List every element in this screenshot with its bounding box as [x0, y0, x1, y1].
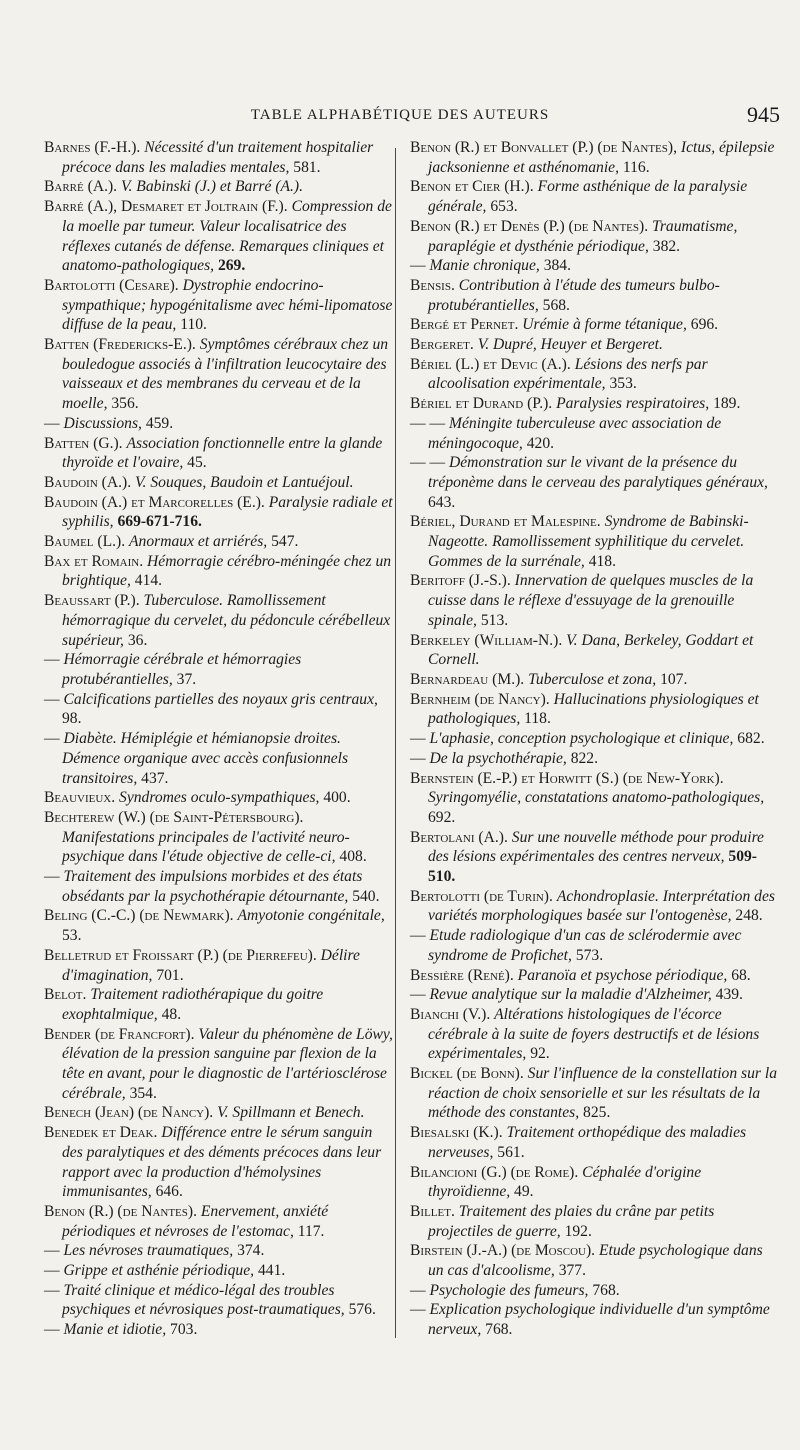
entry-author: Belot. [44, 986, 87, 1004]
page-number: 945 [747, 102, 780, 127]
entry-author: Bériel (L.) et Devic (A.). [410, 355, 571, 373]
entry-title: Céphalée d'origine thyroïdienne, [428, 1163, 702, 1201]
entry-title: Diabète. Hémiplégie et hémianopsie droites. Démence organique avec accès confusionnels transitoires, [62, 730, 349, 787]
index-entry [44, 276, 394, 335]
entry-author: Benon et Cier (H.). [410, 178, 534, 196]
entry-title: Lésions des nerfs par alcoolisation expérimentale, [428, 355, 708, 393]
entry-author: — — [410, 414, 446, 432]
entry-author: Biesalski (K.). [410, 1124, 503, 1142]
index-entry [44, 1025, 394, 1104]
entry-author: Bergé et Pernet. [410, 316, 519, 334]
index-entry [44, 532, 394, 552]
entry-title: Méningite tuberculeuse avec association de méningocoque, [428, 414, 722, 452]
entry-author: Bechterew (W.) (de Saint-Pétersbourg). [44, 808, 304, 826]
entry-title: Etude psychologique dans un cas d'alcoolisme, [428, 1242, 763, 1280]
entry-author: Batten (Fredericks-E.). [44, 336, 196, 354]
entry-author: — [44, 1262, 60, 1280]
entry-page-ref: 36. [127, 631, 148, 649]
entry-author: Berkeley (William-N.). [410, 631, 563, 649]
index-entry [44, 552, 394, 591]
index-entry [410, 749, 782, 769]
entry-page-ref: 110. [180, 316, 207, 334]
index-entry [410, 138, 782, 177]
index-entry [44, 434, 394, 473]
index-entry [44, 906, 394, 945]
entry-page-ref: 356. [111, 395, 139, 413]
entry-title: Hallucinations physiologiques et pathologiques, [428, 690, 759, 728]
entry-author: — [410, 730, 426, 748]
index-entry [410, 887, 782, 926]
index-entry [410, 769, 782, 828]
entry-page-ref: 384. [543, 257, 571, 275]
entry-author: Bertolani (A.). [410, 828, 508, 846]
entry-title: Sur une nouvelle méthode pour produire des lésions expérimentales des centres nerveux, [428, 828, 764, 866]
entry-title: Traitement des impulsions morbides et des états obsédants par la psychothérapie détournante, [62, 868, 363, 905]
entry-title: Délire d'imagination, [62, 946, 360, 984]
entry-title: Tuberculose. Ramollissement hémorragique du cervelet, du pédoncule cérébelleux supérieur, [62, 592, 391, 649]
column-divider [395, 148, 396, 1338]
entry-page-ref: 92. [530, 1045, 550, 1063]
entry-page-ref: 547. [271, 533, 299, 551]
entry-title: Compression de la moelle par tumeur. Valeur localisatrice des réflexes cutanés de défense. Remarques cliniques et anatomo-pathologiques, [62, 198, 392, 275]
index-entry [410, 355, 782, 394]
index-entry [410, 1005, 782, 1064]
index-entry [44, 867, 394, 906]
index-entry [410, 670, 782, 690]
entry-title: Etude radiologique d'un cas de sclérodermie avec syndrome de Profichet, [428, 927, 742, 964]
entry-title: Amyotonie congénitale, [237, 907, 385, 925]
index-entry [410, 1281, 782, 1301]
entry-title: Différence entre le sérum sanguin des paralytiques et des déments précoces dans leur rapport avec la production d'hémolysines immunisantes, [62, 1124, 382, 1201]
index-entry [410, 985, 782, 1005]
entry-author: Barnes (F.-H.). [44, 139, 141, 156]
entry-title: Symptômes cérébraux chez un bouledogue associés à l'infiltration leucocytaire des vaisseaux et des membranes du cerveau et de la moelle, [62, 336, 389, 413]
entry-author: — [44, 1321, 60, 1339]
entry-title: Anormaux et arriérés, [129, 533, 268, 551]
entry-page-ref: 354. [129, 1084, 157, 1102]
entry-author: Benech (Jean) (de Nancy). [44, 1104, 214, 1122]
entry-page-ref: 696. [690, 316, 719, 334]
index-entry [44, 729, 394, 788]
entry-title: Manifestations principales de l'activité neuro-psychique dans l'étude objective de celle-ci, [62, 828, 350, 866]
entry-author: Batten (G.). [44, 434, 123, 452]
entry-page-ref: 377. [558, 1262, 586, 1280]
entry-page-ref: 248. [735, 907, 763, 925]
entry-author: — [44, 868, 60, 886]
entry-title: V. Babinski (J.) et Barré (A.). [121, 178, 304, 196]
entry-author: — [44, 1281, 60, 1299]
entry-author: Baudoin (A.). [44, 473, 132, 491]
entry-title: Urémie à forme tétanique, [522, 316, 687, 334]
index-entry [44, 414, 394, 434]
index-entry [410, 276, 782, 315]
entry-page-ref: 768. [592, 1281, 620, 1299]
entry-title: Syndromes oculo-sympathiques, [119, 789, 320, 807]
index-entry [410, 453, 782, 512]
index-entry [44, 177, 394, 197]
entry-title: Enervement, anxiété périodiques et névroses de l'estomac, [62, 1202, 329, 1240]
index-entry [410, 1123, 782, 1162]
index-entry [44, 985, 394, 1024]
entry-page-ref: 118. [524, 710, 551, 728]
entry-page-ref: 441. [257, 1262, 286, 1280]
entry-title: Traité clinique et médico-légal des troubles psychiques et névrosiques post-traumatiques, [62, 1281, 345, 1319]
entry-page-ref: 117. [297, 1222, 325, 1240]
entry-author: Benon (R.) et Denès (P.) (de Nantes). [410, 217, 649, 235]
entry-title: Explication psychologique individuelle d'un symptôme nerveux, [428, 1301, 770, 1339]
entry-page-ref: 459. [145, 414, 174, 432]
index-entry [44, 946, 394, 985]
index-entry [44, 493, 394, 532]
entry-title: Traitement radiothérapique du goitre exophtalmique, [62, 986, 324, 1023]
entry-page-ref: 400. [323, 789, 351, 807]
entry-title: Forme asthénique de la paralysie générale, [428, 178, 748, 216]
entry-page-ref: 116. [622, 158, 650, 176]
index-entry [410, 1202, 782, 1241]
entry-author: Belletrud et Froissart (P.) (de Pierrefeu). [44, 946, 317, 964]
entry-title: Innervation de quelques muscles de la cuisse dans le réflexe d'essuyage de la grenouille spinale, [428, 572, 754, 629]
index-entry [410, 177, 782, 216]
entry-page-ref: 509-510. [428, 848, 757, 886]
entry-title: Achondroplasie. Interprétation des variétés morphologiques basée sur l'ontogenèse, [428, 887, 775, 925]
entry-title: V. Souques, Baudoin et Lantuéjoul. [135, 473, 354, 491]
entry-title: Valeur du phénomène de Löwy, élévation de la pression sanguine par flexion de la tête en avant, pour le diagnostic de l'artériosclérose cérébrale, [62, 1025, 393, 1102]
entry-author: Beaussart (P.). [44, 592, 140, 610]
entry-title: Paralysies respiratoires, [556, 395, 710, 413]
entry-author: Beauvieux. [44, 789, 116, 807]
entry-author: Bertolotti (de Turin). [410, 887, 553, 905]
entry-page-ref: 353. [609, 375, 637, 393]
entry-page-ref: 48. [161, 1005, 182, 1023]
entry-page-ref: 420. [526, 434, 555, 452]
entry-author: Beling (C.-C.) (de Newmark). [44, 907, 234, 925]
entry-author: Billet. [410, 1202, 455, 1220]
entry-author: Baudoin (A.) et Marcorelles (E.). [44, 493, 265, 511]
entry-author: — [44, 651, 60, 669]
entry-page-ref: 768. [485, 1321, 513, 1339]
index-entry [44, 1241, 394, 1261]
entry-page-ref: 45. [187, 454, 207, 472]
entry-page-ref: 561. [497, 1143, 525, 1161]
entry-author: Bériel, Durand et Malespine. [410, 513, 601, 531]
entry-page-ref: 382. [652, 237, 681, 255]
index-entry [44, 690, 394, 729]
entry-author: — [44, 1242, 60, 1260]
entry-page-ref: 692. [428, 808, 456, 826]
entry-author: — [410, 1281, 426, 1299]
index-entry [410, 217, 782, 256]
entry-author: Bilancioni (G.) (de Rome). [410, 1163, 579, 1181]
entry-page-ref: 573. [575, 946, 604, 964]
entry-author: — [410, 927, 426, 945]
entry-page-ref: 822. [570, 749, 598, 767]
index-entry [44, 1103, 394, 1123]
index-entry [410, 1241, 782, 1280]
entry-title: Hémorragie cérébro-méningée chez un brightique, [62, 552, 392, 590]
index-entry [44, 591, 394, 650]
index-entry [44, 808, 394, 867]
entry-author: — [410, 257, 426, 275]
entry-page-ref: 68. [731, 966, 751, 984]
index-entry [410, 571, 782, 630]
entry-author: Bériel et Durand (P.). [410, 395, 553, 413]
entry-title: Ictus, épilepsie jacksonienne et asthénomanie, [428, 139, 775, 176]
entry-title: V. Dana, Berkeley, Goddart et Cornell. [428, 631, 754, 669]
entry-page-ref: 418. [588, 552, 616, 570]
entry-page-ref: 439. [715, 986, 743, 1004]
entry-page-ref: 703. [170, 1321, 198, 1339]
entry-title: Manie et idiotie, [63, 1321, 167, 1339]
index-entry [44, 1320, 394, 1340]
entry-author: — [410, 986, 426, 1004]
entry-title: Calcifications partielles des noyaux gris centraux, [63, 690, 378, 708]
entry-author: Benon (R.) et Bonvallet (P.) (de Nantes), [410, 139, 677, 156]
index-entry [410, 690, 782, 729]
entry-author: Bessière (René). [410, 966, 514, 984]
entry-title: Syndrome de Babinski-Nageotte. Ramollissement syphilitique du cervelet. Gommes de la surrénale, [428, 513, 749, 570]
index-entry [44, 473, 394, 493]
entry-author: Baumel (L.). [44, 533, 126, 551]
entry-title: Discussions, [63, 414, 142, 432]
index-entry [410, 335, 782, 355]
index-entry [410, 631, 782, 670]
entry-author: Bergeret. [410, 336, 474, 354]
entry-page-ref: 513. [480, 611, 509, 629]
entry-author: Benedek et Deak. [44, 1124, 158, 1142]
index-entry [410, 828, 782, 887]
entry-page-ref: 53. [62, 927, 82, 945]
entry-author: Bender (de Francfort). [44, 1025, 195, 1043]
entry-title: Grippe et asthénie périodique, [63, 1262, 255, 1280]
entry-author: — [410, 1301, 426, 1319]
index-entry [44, 335, 394, 414]
entry-page-ref: 408. [339, 848, 367, 866]
entry-title: Revue analytique sur la maladie d'Alzheimer, [429, 986, 712, 1004]
entry-title: Tuberculose et zona, [528, 670, 657, 688]
entry-author: Bensis. [410, 276, 455, 294]
entry-author: Bianchi (V.). [410, 1005, 491, 1023]
entry-title: Manie chronique, [429, 257, 540, 275]
index-entry [410, 1064, 782, 1123]
entry-title: Les névroses traumatiques, [63, 1242, 234, 1260]
index-entry [410, 315, 782, 335]
entry-page-ref: 581. [293, 158, 321, 176]
entry-title: Dystrophie endocrino-sympathique; hypogénitalisme avec hémi-lipomatose diffuse de la peau, [62, 276, 393, 334]
entry-author: Bickel (de Bonn). [410, 1065, 524, 1083]
right-column [410, 138, 782, 1340]
index-entry [410, 1300, 782, 1339]
entry-title: Démonstration sur le vivant de la présence du tréponème dans le cerveau des paralytiques généraux, [428, 454, 768, 491]
entry-title: Nécessité d'un traitement hospitalier précoce dans les maladies mentales, [62, 139, 374, 176]
index-entry [410, 966, 782, 986]
entry-author: Barré (A.). [44, 178, 118, 196]
entry-page-ref: 576. [348, 1301, 376, 1319]
entry-author: Beritoff (J.-S.). [410, 572, 511, 590]
entry-page-ref: 825. [583, 1104, 611, 1122]
entry-page-ref: 37. [176, 670, 197, 688]
entry-author: Bernheim (de Nancy). [410, 690, 550, 708]
entry-title: Traitement orthopédique des maladies nerveuses, [428, 1124, 747, 1161]
entry-page-ref: 701. [156, 966, 184, 984]
entry-title: Paralysie radiale et syphilis, [62, 493, 393, 531]
index-entry [44, 788, 394, 808]
entry-title: De la psychothérapie, [429, 749, 567, 767]
entry-author: — [410, 749, 426, 767]
index-entry [44, 650, 394, 689]
entry-title: Association fonctionnelle entre la glande thyroïde et l'ovaire, [62, 434, 383, 472]
entry-title: V. Dupré, Heuyer et Bergeret. [477, 336, 663, 354]
entry-page-ref: 49. [514, 1183, 534, 1201]
entry-title: Hémorragie cérébrale et hémorragies protubérantielles, [62, 651, 302, 688]
index-entry [410, 414, 782, 453]
entry-page-ref: 192. [564, 1222, 592, 1240]
entry-page-ref: 374. [237, 1242, 265, 1260]
entry-title: Syringomyélie, constatations anatomo-pathologiques, [428, 789, 765, 807]
entry-author: — — [410, 454, 446, 472]
entry-title: Contribution à l'étude des tumeurs bulbo-protubérantielles, [428, 276, 720, 314]
entry-author: Benon (R.) (de Nantes). [44, 1202, 197, 1220]
entry-page-ref: 682. [737, 730, 765, 748]
entry-title: Paranoïa et psychose périodique, [517, 966, 728, 984]
entry-page-ref: 414. [134, 572, 163, 590]
index-entry [410, 512, 782, 571]
entry-title: Traumatisme, paraplégie et dysthénie périodique, [428, 217, 738, 255]
entry-page-ref: 643. [428, 493, 456, 511]
entry-author: Bernstein (E.-P.) et Horwitt (S.) (de New-York). [410, 769, 724, 787]
entry-page-ref: 437. [141, 769, 169, 787]
entry-title: Altérations histologiques de l'écorce cérébrale à la suite de foyers destructifs et de lésions expérimentales, [428, 1005, 760, 1063]
entry-author: — [44, 690, 60, 708]
entry-author: Birstein (J.-A.) (de Moscou). [410, 1242, 596, 1260]
entry-title: V. Spillmann et Benech. [217, 1104, 365, 1122]
entry-author: — [44, 414, 60, 432]
index-entry [44, 1123, 394, 1202]
entry-author: Bax et Romain. [44, 552, 144, 570]
index-entry [44, 1281, 394, 1320]
index-entry [410, 1163, 782, 1202]
entry-page-ref: 189. [713, 395, 741, 413]
entry-page-ref: 540. [352, 887, 380, 905]
entry-author: Barré (A.), Desmaret et Joltrain (F.). [44, 198, 288, 216]
entry-author: — [44, 730, 60, 748]
index-entry [44, 138, 394, 177]
entry-page-ref: 653. [490, 198, 518, 216]
entry-page-ref: 669-671-716. [117, 513, 202, 531]
entry-page-ref: 98. [62, 710, 82, 728]
index-entry [410, 256, 782, 276]
index-entry [44, 1202, 394, 1241]
index-entry [410, 729, 782, 749]
running-title: TABLE ALPHABÉTIQUE DES AUTEURS [250, 107, 550, 123]
entry-title: Traitement des plaies du crâne par petits projectiles de guerre, [428, 1202, 715, 1240]
entry-page-ref: 107. [660, 670, 688, 688]
entry-page-ref: 646. [155, 1183, 183, 1201]
index-entry [44, 1261, 394, 1281]
entry-author: Bartolotti (Cesare). [44, 276, 179, 294]
index-entry [410, 394, 782, 414]
entry-author: Bernardeau (M.). [410, 670, 525, 688]
entry-page-ref: 568. [542, 296, 570, 314]
entry-title: Psychologie des fumeurs, [429, 1281, 589, 1299]
index-entry [44, 197, 394, 276]
entry-title: L'aphasie, conception psychologique et clinique, [429, 730, 734, 748]
entry-page-ref: 269. [217, 257, 246, 275]
entry-title: Sur l'influence de la constellation sur la réaction de choix sensorielle et sur les résultats de la méthode des constantes, [428, 1065, 778, 1122]
index-entry [410, 926, 782, 965]
left-column [44, 138, 394, 1340]
